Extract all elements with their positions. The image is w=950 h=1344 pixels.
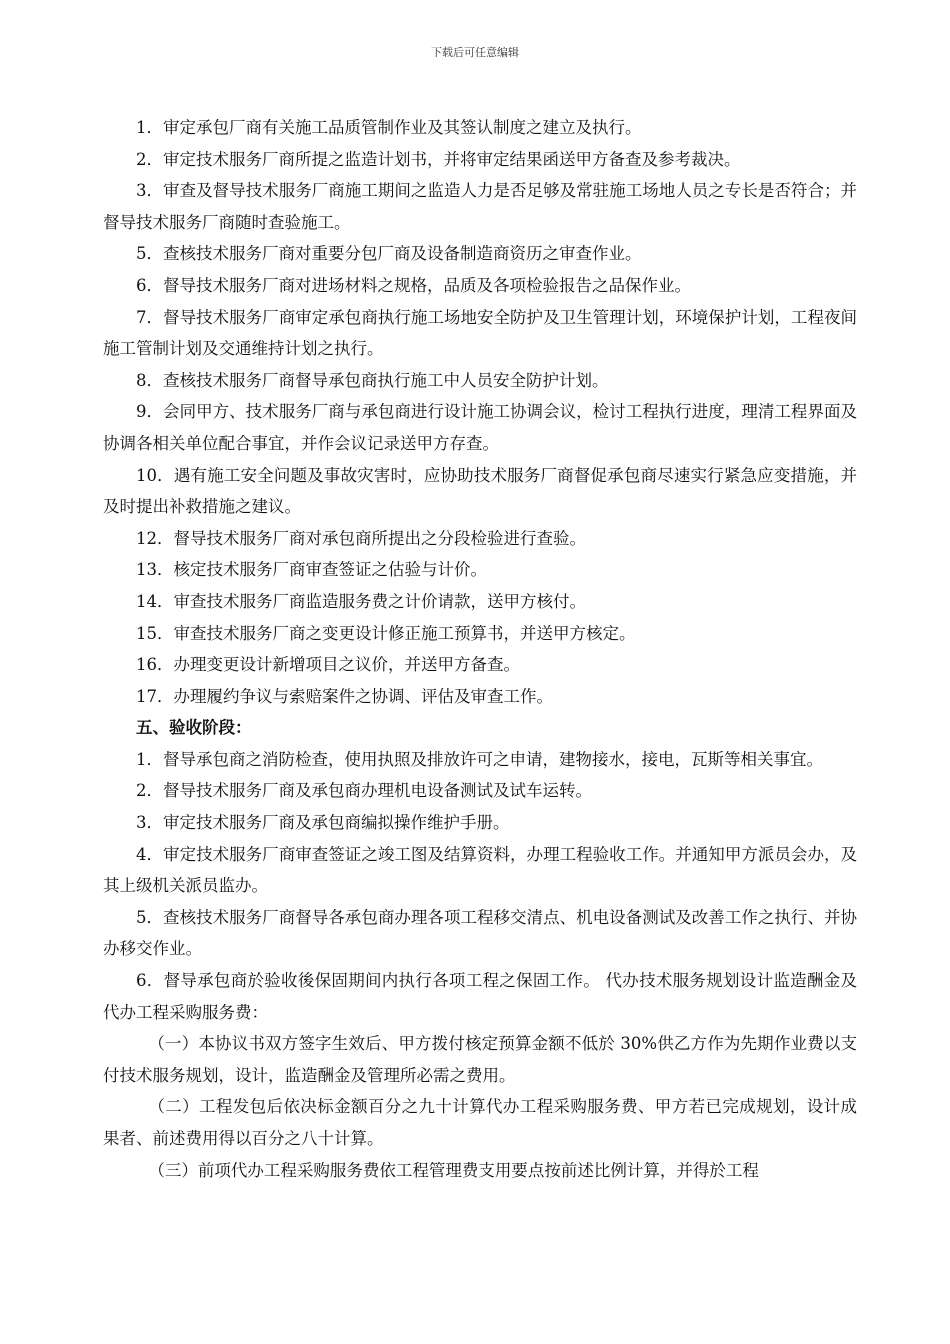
list-item: 5．查核技术服务厂商督导各承包商办理各项工程移交清点、机电设备测试及改善工作之执行、并协办移交作业。 [103,907,857,959]
list-item: 3．审查及督导技术服务厂商施工期间之监造人力是否足够及常驻施工场地人员之专长是否符合；并督导技术服务厂商随时查验施工。 [103,181,857,232]
list-item: 17．办理履约争议与索赔案件之协调、评估及审查工作。 [136,686,553,706]
list-item: 10．遇有施工安全问题及事故灾害时，应协助技术服务厂商督促承包商尽速实行紧急应变措施，并及时提出补救措施之建议。 [103,465,857,517]
section-heading: 五、验收阶段： [136,718,252,738]
list-item: 15．审查技术服务厂商之变更设计修正施工预算书，并送甲方核定。 [136,623,636,643]
list-item: 13．核定技术服务厂商审查签证之估验与计价。 [136,560,487,580]
sub-item: （一）本协议书双方签字生效后、甲方拨付核定预算金额不低於 30%供乙方作为先期作业费以支付技术服务规划，设计，监造酬金及管理所必需之费用。 [103,1034,857,1085]
list-item: 2．督导技术服务厂商及承包商办理机电设备测试及试车运转。 [136,781,592,801]
list-item: 4．审定技术服务厂商审查签证之竣工图及结算资料，办理工程验收工作。并通知甲方派员会办，及其上级机关派员监办。 [103,844,857,896]
list-item: 5．查核技术服务厂商对重要分包厂商及设备制造商资历之审查作业。 [136,244,642,264]
list-item: 6．督导承包商於验收後保固期间内执行各项工程之保固工作。 代办技术服务规划设计监造酬金及代办工程采购服务费： [103,971,857,1022]
list-item: 1．审定承包厂商有关施工品质管制作业及其签认制度之建立及执行。 [136,118,642,137]
document-body [103,112,857,1186]
list-item: 8．查核技术服务厂商督导承包商执行施工中人员安全防护计划。 [136,370,609,390]
sub-item: （三）前项代办工程采购服务费依工程管理费支用要点按前述比例计算，并得於工程 [148,1160,759,1180]
list-item: 12．督导技术服务厂商对承包商所提出之分段检验进行查验。 [136,528,586,548]
list-item: 3．审定技术服务厂商及承包商编拟操作维护手册。 [136,813,510,833]
list-item: 1．督导承包商之消防检查，使用执照及排放许可之申请，建物接水，接电，瓦斯等相关事宜。 [136,749,823,769]
list-item: 6．督导技术服务厂商对进场材料之规格，品质及各项检验报告之品保作业。 [136,275,691,295]
list-item: 7．督导技术服务厂商审定承包商执行施工场地安全防护及卫生管理计划，环境保护计划，工程夜间施工管制计划及交通维持计划之执行。 [103,307,857,359]
list-item: 16．办理变更设计新增项目之议价，并送甲方备查。 [136,655,520,675]
page-header-note: 下载后可任意编辑 [431,46,519,59]
list-item: 14．审查技术服务厂商监造服务费之计价请款，送甲方核付。 [136,591,586,611]
list-item: 9．会同甲方、技术服务厂商与承包商进行设计施工协调会议，检讨工程执行进度，理清工程界面及协调各相关单位配合事宜，并作会议记录送甲方存查。 [103,402,857,453]
list-item: 2．审定技术服务厂商所提之监造计划书，并将审定结果函送甲方备查及参考裁决。 [136,149,741,169]
sub-item: （二）工程发包后依决标金额百分之九十计算代办工程采购服务费、甲方若已完成规划，设计成果者、前述费用得以百分之八十计算。 [103,1097,857,1148]
